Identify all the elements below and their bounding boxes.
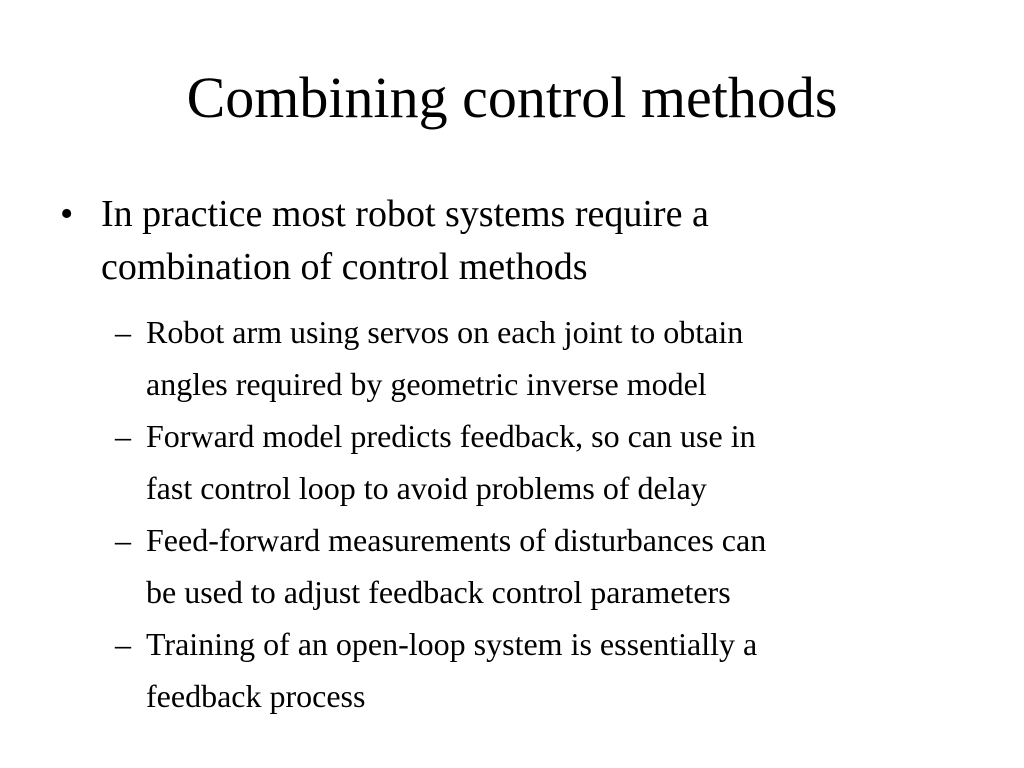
- sub-bullet: [115, 618, 975, 722]
- slide-title: Combining control methods: [186, 65, 838, 130]
- sub-bullet-text: [146, 306, 936, 410]
- sub-bullet: [115, 306, 975, 410]
- sub-bullet-line: Forward model predicts feedback, so can use in: [146, 418, 756, 454]
- sub-bullet-line: angles required by geometric inverse model: [146, 366, 707, 402]
- main-bullet: [60, 188, 960, 294]
- sub-bullet-line: feedback process: [146, 678, 366, 714]
- sub-bullet-line: be used to adjust feedback control parameters: [146, 574, 731, 610]
- sub-bullet-line: fast control loop to avoid problems of delay: [146, 470, 707, 506]
- sub-bullet: [115, 410, 975, 514]
- dash-marker: –: [115, 418, 131, 454]
- sub-bullet: [115, 514, 975, 618]
- sub-bullet-line: Robot arm using servos on each joint to obtain: [146, 314, 744, 350]
- sub-bullet-text: [146, 514, 936, 618]
- sub-bullet-line: Feed-forward measurements of disturbances can: [146, 522, 767, 558]
- dash-marker: –: [115, 626, 131, 662]
- dash-marker: –: [115, 522, 131, 558]
- sub-bullet-line: Training of an open-loop system is essentially a: [146, 626, 758, 662]
- sub-bullet-text: [146, 618, 936, 722]
- bullet-marker: •: [60, 193, 74, 235]
- sub-bullet-text: [146, 410, 936, 514]
- main-bullet-text: In practice most robot systems require a combination of control methods: [101, 193, 709, 288]
- sub-bullet-list: [115, 306, 975, 722]
- dash-marker: –: [115, 314, 131, 350]
